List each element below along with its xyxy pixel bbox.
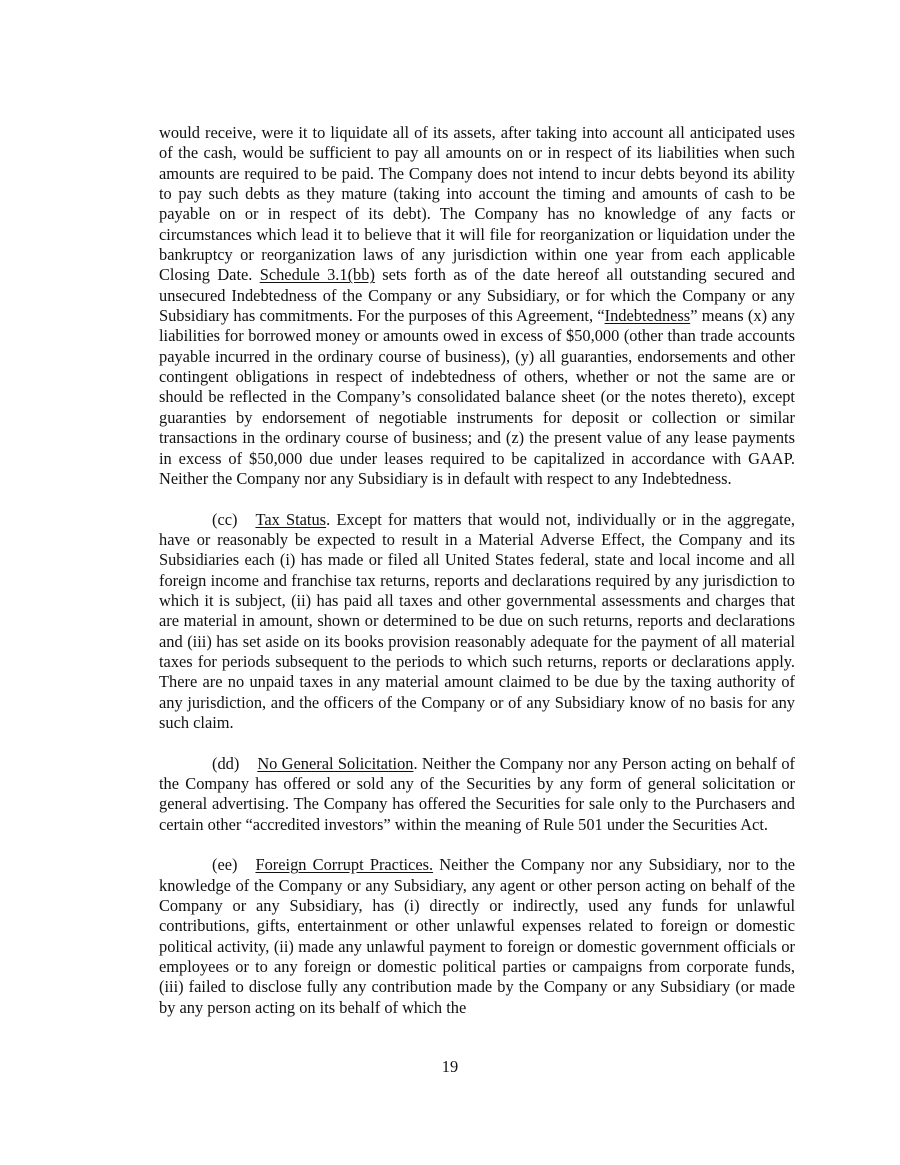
section-heading: Foreign Corrupt Practices. — [255, 855, 434, 875]
paragraph-text: would receive, were it to liquidate all of its assets, after taking into account all anticipated uses of the cash, would be sufficient to pay all amounts on or in respect of its liabilities when such amounts are required to be paid. The Company does not intend to incur debts beyond its ability to pay such debts as they mature (taking into account the timing and amounts of cash to be payable on or in respect of its debt). The Company has no knowledge of any facts or circumstances which lead it to believe that it will file for reorganization or liquidation under the bankruptcy or reorganization laws of any jurisdiction within one year from each applicable Closing Date. — [159, 123, 795, 285]
paragraph-cc — [159, 510, 795, 734]
paragraph-text: sets forth as of the date hereof all outstanding secured and unsecured Indebtedness of the Company or any Subsidiary, or for which the Company or any Subsidiary has commitments. For the purposes of this Agreement, “ — [159, 265, 795, 326]
page-number: 19 — [441, 1057, 459, 1076]
paragraph-text: . Neither the Company nor any Person acting on behalf of the Company has offered or sold any of the Securities by any form of general solicitation or general advertising. The Company has offered the Securities for sale only to the Purchasers and certain other “accredited investors” within the meaning of Rule 501 under the Securities Act. — [159, 753, 795, 834]
paragraph-text: Neither the Company nor any Subsidiary, nor to the knowledge of the Company or any Subsidiary, any agent or other person acting on behalf of the Company or any Subsidiary, has (i) directly or indirectly, used any funds for unlawful contributions, gifts, entertainment or other unlawful expenses related to foreign or domestic political activity, (ii) made any unlawful payment to foreign or domestic government officials or employees or to any foreign or domestic political parties or campaigns from corporate funds, (iii) failed to disclose fully any contribution made by the Company or any Subsidiary (or made by any person acting on its behalf of which the — [159, 855, 795, 1017]
paragraph-ee — [159, 855, 795, 1018]
document-body — [159, 123, 795, 1038]
section-label: (ee) — [212, 855, 238, 875]
section-heading: No General Solicitation — [257, 753, 414, 773]
paragraph-text: . Except for matters that would not, individually or in the aggregate, have or reasonably be expected to result in a Material Adverse Effect, the Company and its Subsidiaries each (i) has made or filed all United States federal, state and local income and all foreign income and franchise tax returns, reports and declarations required by any jurisdiction to which it is subject, (ii) has paid all taxes and other governmental assessments and charges that are material in amount, shown or determined to be due on such returns, reports and declarations and (iii) has set aside on its books provision reasonably adequate for the payment of all material taxes for periods subsequent to the periods to which such returns, reports or declarations apply. There are no unpaid taxes in any material amount claimed to be due by the taxing authority of any jurisdiction, and the officers of the Company or of any Subsidiary know of no basis for any such claim. — [159, 509, 795, 732]
section-heading: Tax Status — [255, 509, 327, 529]
paragraph-dd — [159, 754, 795, 835]
section-label: (dd) — [212, 753, 240, 773]
schedule-reference: Schedule 3.1(bb) — [259, 265, 375, 285]
paragraph-text: ” means (x) any liabilities for borrowed money or amounts owed in excess of $50,000 (other than trade accounts payable incurred in the ordinary course of business), (y) all guaranties, endorsements and other contingent obligations in respect of indebtedness of others, whether or not the same are or should be reflected in the Company’s consolidated balance sheet (or the notes thereto), except guaranties by endorsement of negotiable instruments for deposit or collection or similar transactions in the ordinary course of business; and (z) the present value of any lease payments in excess of $50,000 due under leases required to be capitalized in accordance with GAAP. Neither the Company nor any Subsidiary is in default with respect to any Indebtedness. — [159, 306, 795, 488]
paragraph-bb-continuation — [159, 123, 795, 489]
section-label: (cc) — [212, 509, 238, 529]
defined-term-indebtedness: Indebtedness — [604, 306, 691, 326]
